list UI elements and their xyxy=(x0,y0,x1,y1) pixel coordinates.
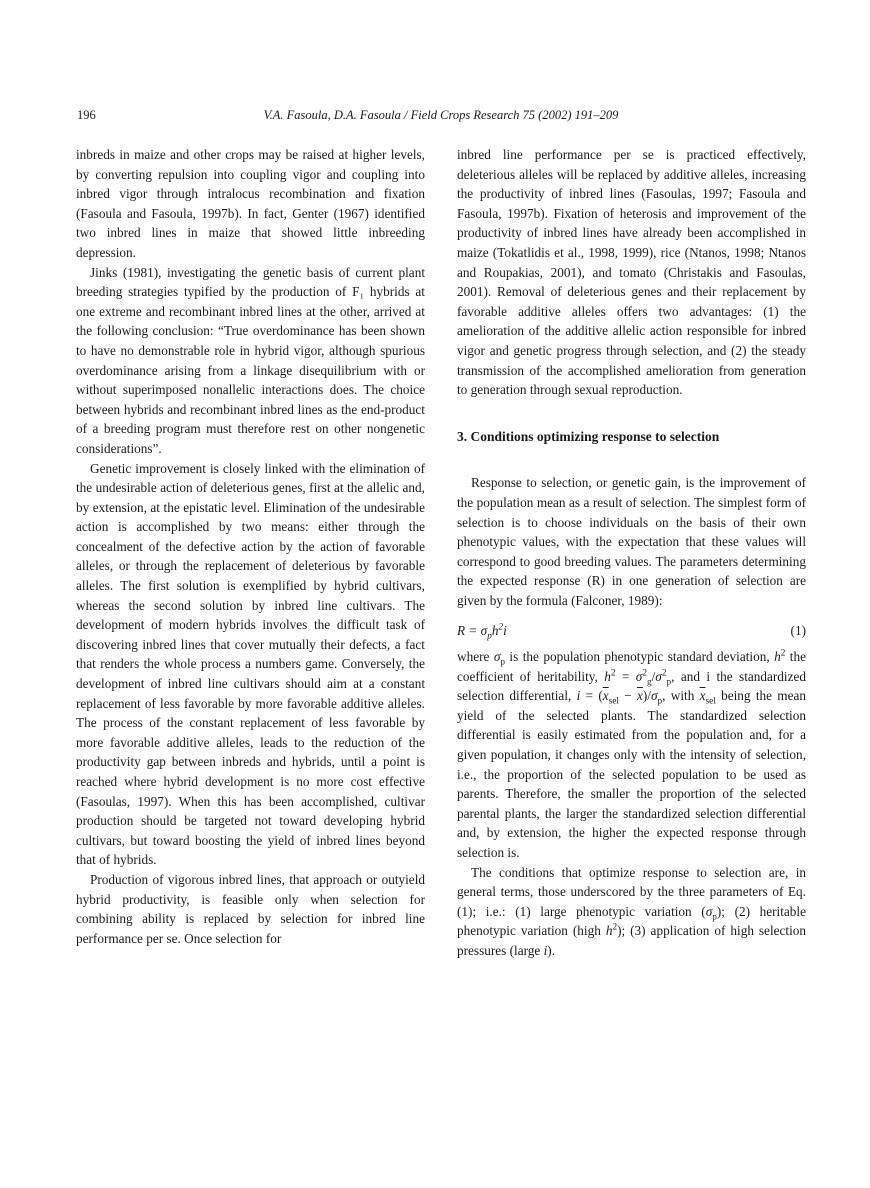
paragraph: Response to selection, or genetic gain, is the improvement of the population mean as a result of selection. The simplest form of selection is to choose individuals on the basis of their own phenotypic values, with the expectation that these values will correspond to good breeding values. The parameters determining the expected response (R) in one generation of selection are given by the formula (Falconer, 1989): xyxy=(457,475,806,608)
right-column xyxy=(457,145,806,961)
page-header xyxy=(77,108,805,128)
equation-number: (1) xyxy=(790,623,806,639)
equation-1 xyxy=(457,621,806,641)
paragraph: Jinks (1981), investigating the genetic basis of current plant breeding strategies typified by the production of F₁ hybrids at one extreme and recombinant inbred lines at the other, arrived at the following conclusion: “True overdominance has been shown to have no demonstrable role in hybrid vigor, although spurious overdominance arising from a linkage disequilibrium with or without superimposed nonallelic interactions does. The choice between hybrids and recombinant inbred lines as the end-product of a breeding program must therefore rest on other nongenetic considerations”. xyxy=(76,264,425,456)
left-column xyxy=(76,145,425,948)
paragraph: inbreds in maize and other crops may be raised at higher levels, by converting repulsion into coupling vigor and coupling into inbred vigor through intralocus recombination and fixation (Fasoula and Fasoula, 1997b). In fact, Genter (1967) identified two inbred lines in maize that showed little inbreeding depression. xyxy=(76,147,425,260)
page-number: 196 xyxy=(77,108,96,122)
running-head: V.A. Fasoula, D.A. Fasoula / Field Crops Research 75 (2002) 191–209 xyxy=(263,108,619,122)
equation-formula: $R = \sigma_ph^2i$ xyxy=(457,623,507,643)
section-heading: 3. Conditions optimizing response to selection xyxy=(457,428,720,444)
paragraph: The conditions that optimize response to selection are, in general terms, those underscored by the three parameters of Eq. (1); i.e.: (1) large phenotypic variation $(\sigma_p)$; (2) heritable phenotypic variation (high $h^2$); (3) application of high selection pressures (large i). xyxy=(457,864,806,958)
paragraph: inbred line performance per se is practiced effectively, deleterious alleles will be replaced by additive alleles, increasing the productivity of inbred lines (Fasoulas, 1997; Fasoula and Fasoula, 1997b). Fixation of heterosis and improvement of the productivity of inbred lines have already been accomplished in maize (Tokatlidis et al., 1998, 1999), rice (Ntanos, 1998; Ntanos and Roupakias, 2001), and tomato (Christakis and Fasoulas, 2001). Removal of deleterious genes and their replacement by favorable additive alleles offers two advantages: (1) the amelioration of the additive allelic action responsible for inbred vigor and genetic progress through selection, and (2) the steady transmission of the accomplished amelioration from generation to generation through sexual reproduction. xyxy=(457,147,806,398)
paragraph: Genetic improvement is closely linked with the elimination of the undesirable action of deleterious genes, first at the allelic and, by extension, at the epistatic level. Elimination of the undesirable action is accomplished by two means: either through the concealment of the defective action by the action of favorable alleles, or through the replacement of deleterious by favorable alleles. The first solution is exemplified by hybrid cultivars, whereas the second solution by inbred line cultivars. The development of modern hybrids involves the difficult task of discovering inbred lines that cover mutually their defects, a fact that renders the whole process a numbers game. Conversely, the development of inbred line cultivars should aim at a constant replacement of less favorable by more favorable additive alleles. The process of the constant replacement of less favorable by more favorable additive alleles, leads to the reduction of the productivity gap between inbreds and hybrids, until a point is reached where hybrid development is no more cost effective (Fasoulas, 1997). When this has been accomplished, cultivar production should be targeted not toward developing hybrid cultivars, but toward boosting the yield of inbred lines beyond that of hybrids. xyxy=(76,460,425,868)
paragraph: Production of vigorous inbred lines, that approach or outyield hybrid productivity, is feasible only when selection for combining ability is replaced by selection for inbred line performance per se. Once selection for xyxy=(76,871,425,946)
paragraph: where $\sigma_p$ is the population phenotypic standard deviation, $h^2$ the coefficient of heritability, $h^2 = \sigma^2_g/\sigma^2_p$, and i the standardized selection differential, $i = (\overline{x}_{sel} - \overline{x})/\sigma_p$, with $\overline{x}_{sel}$ being the mean yield of the selected plants. The standardized selection differential is easily estimated from the population and, for a given population, it changes only with the intensity of selection, i.e., the proportion of the selected population to be used as parents. Therefore, the smaller the proportion of the selected parental plants, the larger the standardized selection differential and, by extension, the higher the expected response through selection is. xyxy=(457,648,806,860)
